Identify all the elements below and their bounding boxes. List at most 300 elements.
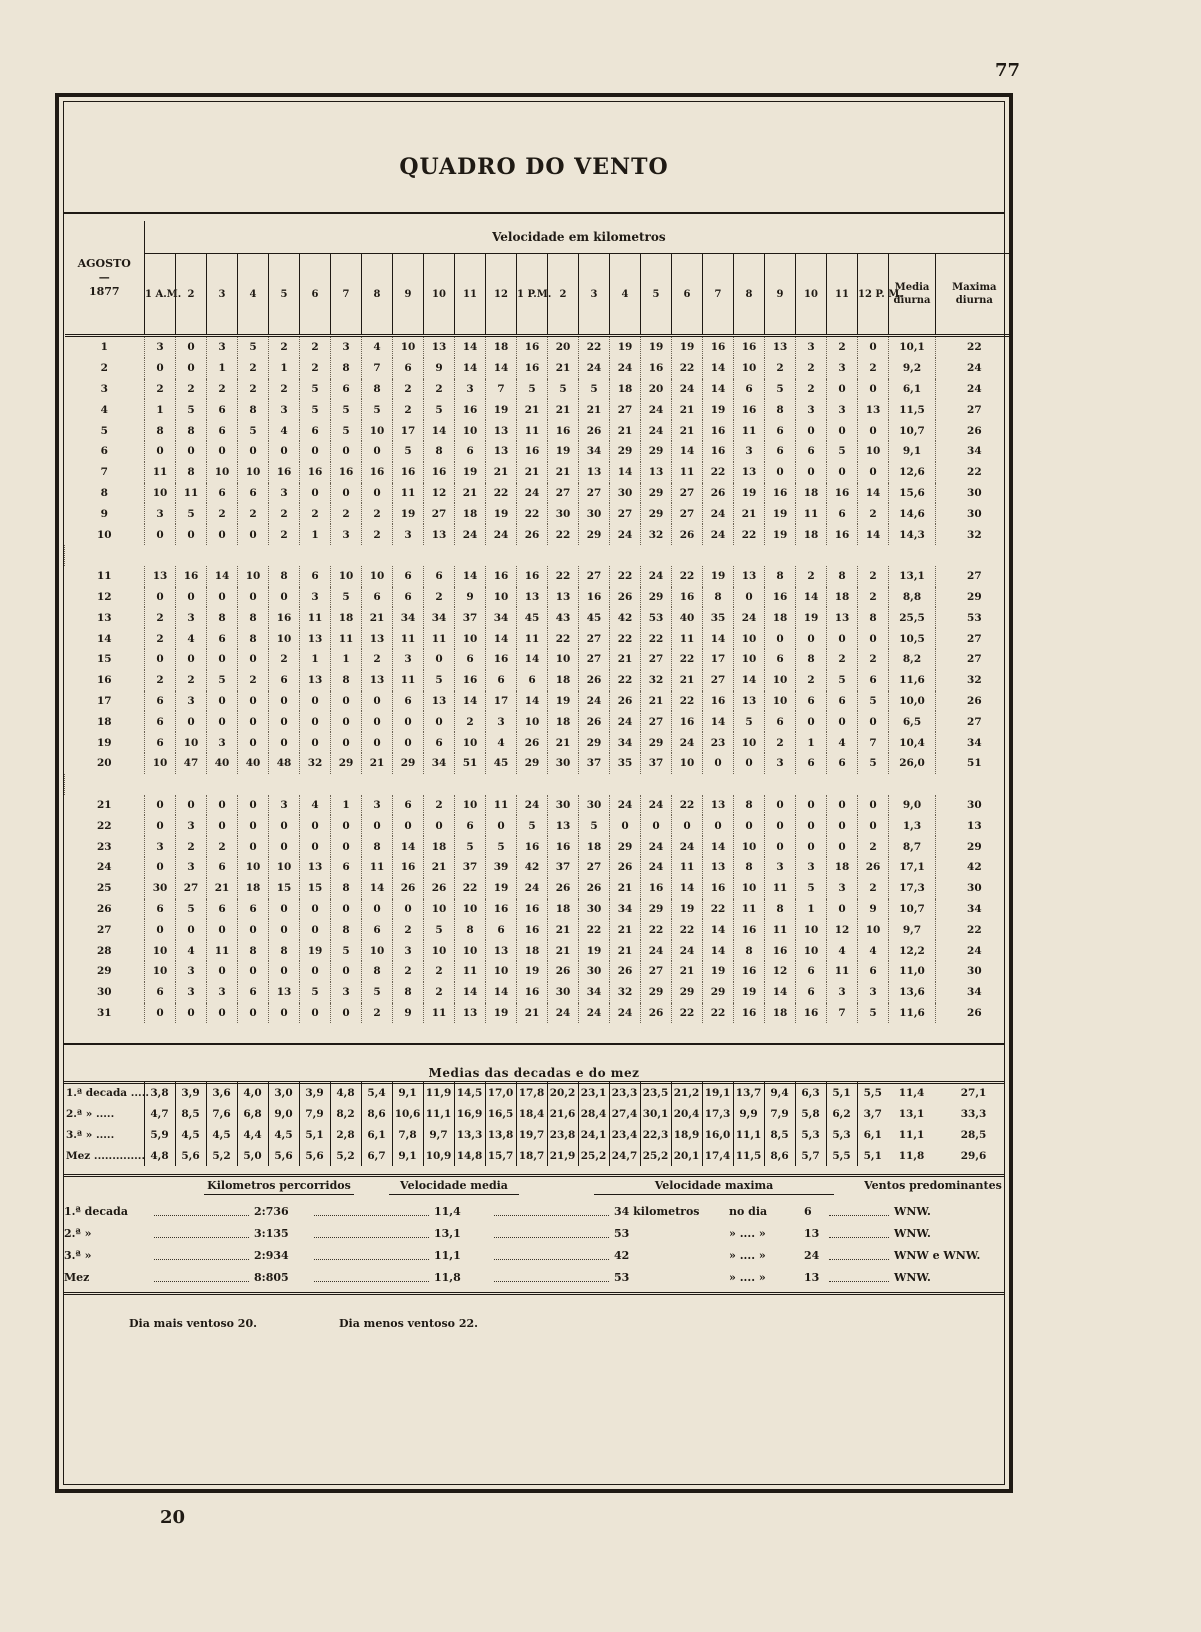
velocity-cell: 26 <box>610 857 641 878</box>
velocity-cell: 19 <box>393 503 424 524</box>
velocity-cell: 2 <box>300 336 331 358</box>
summary-row <box>64 1245 1012 1267</box>
average-cell: 9,4 <box>764 1082 795 1103</box>
velocity-cell: 22 <box>703 462 734 483</box>
decade-gap <box>65 774 1013 795</box>
velocity-cell: 5 <box>331 587 362 608</box>
velocity-cell: 0 <box>796 628 827 649</box>
velocity-cell: 16 <box>269 607 300 628</box>
velocity-cell: 0 <box>331 691 362 712</box>
velocity-cell: 3 <box>207 336 238 358</box>
velocity-cell: 10 <box>176 732 207 753</box>
velocity-cell: 5 <box>424 399 455 420</box>
velocity-cell: 16 <box>734 919 765 940</box>
velocity-cell: 32 <box>641 670 672 691</box>
velocity-cell: 0 <box>796 815 827 836</box>
velocity-cell: 16 <box>517 336 548 358</box>
velocity-cell: 16 <box>672 711 703 732</box>
media-cell: 26,0 <box>889 753 936 774</box>
velocity-cell: 6 <box>145 982 176 1003</box>
velocity-cell: 22 <box>672 795 703 816</box>
velocity-cell: 10 <box>145 753 176 774</box>
velocity-cell: 21 <box>548 358 579 379</box>
media-cell: 9,7 <box>889 919 936 940</box>
average-cell: 4,8 <box>330 1082 361 1103</box>
maxima-cell: 27 <box>936 566 1013 587</box>
velocity-cell: 16 <box>455 399 486 420</box>
table-row <box>65 982 1013 1003</box>
velocity-cell: 26 <box>393 878 424 899</box>
velocity-cell: 27 <box>641 649 672 670</box>
velocity-cell: 8 <box>734 795 765 816</box>
average-cell: 9,1 <box>392 1082 423 1103</box>
day-cell: 16 <box>96 674 112 687</box>
average-cell: 19,7 <box>516 1124 547 1145</box>
velocity-cell: 2 <box>796 670 827 691</box>
velocity-cell: 16 <box>300 462 331 483</box>
day-cell: 5 <box>100 424 108 437</box>
maxima-cell: 22 <box>936 919 1013 940</box>
summary-row <box>64 1201 1012 1223</box>
day-cell: 31 <box>96 1006 112 1019</box>
velocity-cell: 13 <box>424 524 455 545</box>
velocity-cell: 0 <box>703 815 734 836</box>
velocity-cell: 16 <box>269 462 300 483</box>
velocity-cell: 0 <box>145 587 176 608</box>
velocity-cell: 53 <box>641 607 672 628</box>
velocity-cell: 27 <box>548 483 579 504</box>
velocity-cell: 21 <box>548 940 579 961</box>
velocity-cell: 14 <box>703 358 734 379</box>
leader-dots <box>494 1223 609 1238</box>
velocity-cell: 34 <box>393 607 424 628</box>
summary-ventos: WNW. <box>894 1205 931 1218</box>
velocity-cell: 1 <box>796 732 827 753</box>
velocity-cell: 6 <box>424 732 455 753</box>
velocity-cell: 6 <box>145 691 176 712</box>
velocity-cell: 16 <box>548 836 579 857</box>
velocity-cell: 5 <box>455 836 486 857</box>
day-cell: 18 <box>96 715 112 728</box>
velocity-cell: 19 <box>548 441 579 462</box>
leader-dots <box>494 1245 609 1260</box>
average-cell: 8,2 <box>330 1103 361 1124</box>
velocity-cell: 2 <box>176 379 207 400</box>
velocity-cell: 19 <box>486 399 517 420</box>
velocity-cell: 13 <box>734 462 765 483</box>
velocity-cell: 27 <box>610 399 641 420</box>
velocity-cell: 39 <box>486 857 517 878</box>
velocity-cell: 0 <box>207 961 238 982</box>
hour-header: 12 <box>486 254 517 336</box>
velocity-cell: 40 <box>672 607 703 628</box>
velocity-cell: 5 <box>176 399 207 420</box>
velocity-cell: 8 <box>176 462 207 483</box>
velocity-cell: 18 <box>238 878 269 899</box>
velocity-cell: 0 <box>300 815 331 836</box>
ventos-header: Ventos predominantes <box>864 1179 1002 1192</box>
summary-bottom-rule <box>64 1292 1004 1295</box>
hour-header: 4 <box>610 254 641 336</box>
velocity-cell: 18 <box>548 899 579 920</box>
velocity-cell: 8 <box>734 857 765 878</box>
velocity-cell: 3 <box>331 982 362 1003</box>
average-maxima: 28,5 <box>960 1128 987 1141</box>
velocity-cell: 11 <box>207 940 238 961</box>
average-label: 3.ª » ..... <box>66 1128 115 1141</box>
average-cell: 17,8 <box>516 1082 547 1103</box>
velocity-cell: 3 <box>176 691 207 712</box>
velocity-cell: 11 <box>672 857 703 878</box>
average-cell: 11,1 <box>733 1124 764 1145</box>
maxima-cell: 34 <box>936 982 1013 1003</box>
velocity-cell: 21 <box>517 399 548 420</box>
velocity-cell: 8 <box>176 420 207 441</box>
velocity-cell: 32 <box>610 982 641 1003</box>
velocity-cell: 0 <box>362 732 393 753</box>
velocity-cell: 8 <box>145 420 176 441</box>
velocity-cell: 0 <box>827 836 858 857</box>
average-cell: 5,8 <box>795 1103 826 1124</box>
velocity-cell: 18 <box>796 483 827 504</box>
velocity-cell: 30 <box>548 795 579 816</box>
media-cell: 1,3 <box>889 815 936 836</box>
velocity-cell: 0 <box>362 441 393 462</box>
velocity-cell: 6 <box>238 899 269 920</box>
velocity-cell: 16 <box>734 961 765 982</box>
velocity-cell: 0 <box>269 441 300 462</box>
velocity-cell: 13 <box>486 420 517 441</box>
velocity-cell: 26 <box>579 878 610 899</box>
table-row <box>65 961 1013 982</box>
velocity-cell: 10 <box>672 753 703 774</box>
table-row <box>65 566 1013 587</box>
velocity-cell: 6 <box>393 566 424 587</box>
velocity-cell: 5 <box>517 815 548 836</box>
velocity-cell: 18 <box>548 711 579 732</box>
average-cell: 6,3 <box>795 1082 826 1103</box>
velocity-cell: 0 <box>238 732 269 753</box>
velocity-cell: 0 <box>734 753 765 774</box>
month-label: AGOSTO <box>77 256 131 270</box>
velocity-cell: 11 <box>486 795 517 816</box>
average-cell: 4,8 <box>144 1145 175 1166</box>
velocity-cell: 16 <box>703 691 734 712</box>
velocity-cell: 21 <box>207 878 238 899</box>
velocity-cell: 10 <box>207 462 238 483</box>
table-row <box>65 628 1013 649</box>
media-cell: 9,0 <box>889 795 936 816</box>
summary-km: 3:135 <box>254 1227 289 1240</box>
velocity-cell: 13 <box>300 628 331 649</box>
velocity-cell: 8 <box>238 607 269 628</box>
average-cell: 5,4 <box>361 1082 392 1103</box>
velocity-cell: 6 <box>207 857 238 878</box>
velocity-cell: 6 <box>517 670 548 691</box>
velocity-cell: 30 <box>579 795 610 816</box>
least-windy-note: Dia menos ventoso 22. <box>339 1317 478 1330</box>
velocity-cell: 4 <box>176 628 207 649</box>
velocity-cell: 14 <box>703 711 734 732</box>
velocity-cell: 16 <box>393 462 424 483</box>
table-row <box>65 815 1013 836</box>
velocity-cell: 19 <box>796 607 827 628</box>
velocity-cell: 6 <box>455 441 486 462</box>
velocity-cell: 0 <box>300 732 331 753</box>
velocity-cell: 0 <box>734 587 765 608</box>
velocity-cell: 12 <box>424 483 455 504</box>
velocity-cell: 4 <box>269 420 300 441</box>
summary-km: 2:934 <box>254 1249 289 1262</box>
velocity-cell: 6 <box>145 899 176 920</box>
velocity-cell: 24 <box>517 878 548 899</box>
average-cell: 30,1 <box>640 1103 671 1124</box>
velocity-cell: 22 <box>672 358 703 379</box>
velocity-cell: 0 <box>858 711 889 732</box>
maxima-cell: 27 <box>936 399 1013 420</box>
velocity-cell: 16 <box>641 878 672 899</box>
average-cell: 13,3 <box>454 1124 485 1145</box>
velocity-cell: 6 <box>765 420 796 441</box>
velocity-cell: 2 <box>424 587 455 608</box>
velocity-cell: 19 <box>672 899 703 920</box>
velocity-cell: 22 <box>672 1003 703 1024</box>
velocity-cell: 0 <box>145 919 176 940</box>
maxima-cell: 34 <box>936 732 1013 753</box>
velocity-cell: 0 <box>393 711 424 732</box>
average-cell: 8,6 <box>361 1103 392 1124</box>
average-cell: 15,7 <box>485 1145 516 1166</box>
velocity-cell: 13 <box>362 670 393 691</box>
velocity-cell: 5 <box>579 815 610 836</box>
hour-header: 5 <box>269 254 300 336</box>
maxima-cell: 30 <box>936 961 1013 982</box>
velocity-cell: 2 <box>269 336 300 358</box>
maxima-cell: 30 <box>936 503 1013 524</box>
hour-header: 6 <box>672 254 703 336</box>
average-cell: 8,6 <box>764 1145 795 1166</box>
velocity-cell: 2 <box>145 670 176 691</box>
velocity-cell: 0 <box>300 483 331 504</box>
summary-max-sep: no dia <box>729 1205 768 1218</box>
velocity-cell: 2 <box>145 628 176 649</box>
leader-dots <box>494 1201 609 1216</box>
velocity-cell: 24 <box>703 503 734 524</box>
velocity-cell: 0 <box>176 1003 207 1024</box>
table-row <box>65 1003 1013 1024</box>
velocity-cell: 24 <box>641 420 672 441</box>
velocity-cell: 2 <box>269 379 300 400</box>
average-cell: 4,0 <box>237 1082 268 1103</box>
velocity-cell: 0 <box>827 899 858 920</box>
velocity-cell: 0 <box>672 815 703 836</box>
velocity-cell: 8 <box>455 919 486 940</box>
velocity-cell: 10 <box>734 358 765 379</box>
velocity-cell: 26 <box>610 961 641 982</box>
velocity-cell: 0 <box>207 587 238 608</box>
summary-row <box>64 1267 1012 1289</box>
velocity-cell: 14 <box>765 982 796 1003</box>
velocity-cell: 0 <box>331 732 362 753</box>
velocity-cell: 2 <box>145 379 176 400</box>
velocity-cell: 26 <box>517 732 548 753</box>
average-cell: 2,8 <box>330 1124 361 1145</box>
velocity-cell: 13 <box>486 940 517 961</box>
velocity-cell: 6 <box>858 961 889 982</box>
velocity-cell: 29 <box>641 899 672 920</box>
velocity-cell: 3 <box>176 982 207 1003</box>
velocity-cell: 20 <box>641 379 672 400</box>
velocity-cell: 3 <box>827 982 858 1003</box>
velocity-cell: 21 <box>672 670 703 691</box>
velocity-cell: 0 <box>796 420 827 441</box>
velocity-cell: 10 <box>238 566 269 587</box>
velocity-cell: 6 <box>393 587 424 608</box>
velocity-cell: 6 <box>827 503 858 524</box>
maxima-cell: 30 <box>936 795 1013 816</box>
velocity-cell: 2 <box>858 878 889 899</box>
velocity-cell: 16 <box>765 940 796 961</box>
velocity-cell: 11 <box>424 1003 455 1024</box>
velocity-cell: 26 <box>579 711 610 732</box>
summary-max-day: 13 <box>804 1271 820 1284</box>
summary-max-value: 53 <box>614 1227 630 1240</box>
leader-dots <box>154 1267 249 1282</box>
velocity-cell: 5 <box>362 399 393 420</box>
maxima-cell: 27 <box>936 628 1013 649</box>
velocity-cell: 19 <box>734 483 765 504</box>
velocity-cell: 29 <box>641 441 672 462</box>
table-row <box>65 919 1013 940</box>
velocity-cell: 14 <box>486 358 517 379</box>
average-cell: 5,5 <box>826 1145 857 1166</box>
velocity-cell: 29 <box>641 503 672 524</box>
velocity-cell: 3 <box>827 878 858 899</box>
velocity-cell: 29 <box>672 982 703 1003</box>
velocity-cell: 0 <box>207 649 238 670</box>
velocity-cell: 21 <box>610 420 641 441</box>
velocity-cell: 21 <box>610 940 641 961</box>
table-row <box>65 899 1013 920</box>
velocity-cell: 2 <box>300 358 331 379</box>
average-row <box>64 1124 1012 1145</box>
velocity-cell: 21 <box>517 1003 548 1024</box>
average-cell: 5,6 <box>299 1145 330 1166</box>
velocity-cell: 7 <box>827 1003 858 1024</box>
velocity-cell: 6 <box>858 670 889 691</box>
velocity-cell: 6 <box>796 691 827 712</box>
day-cell: 3 <box>100 382 108 395</box>
velocity-cell: 5 <box>393 441 424 462</box>
media-cell: 8,8 <box>889 587 936 608</box>
velocity-cell: 0 <box>269 1003 300 1024</box>
velocity-cell: 34 <box>610 732 641 753</box>
velocity-cell: 0 <box>300 711 331 732</box>
velocity-cell: 3 <box>455 379 486 400</box>
velocity-cell: 22 <box>548 566 579 587</box>
velocity-cell: 0 <box>331 961 362 982</box>
average-cell: 3,9 <box>175 1082 206 1103</box>
velocity-cell: 40 <box>238 753 269 774</box>
media-cell: 11,6 <box>889 670 936 691</box>
velocity-cell: 27 <box>641 711 672 732</box>
velocity-cell: 6 <box>207 483 238 504</box>
table-row <box>65 711 1013 732</box>
velocity-cell: 3 <box>176 857 207 878</box>
velocity-cell: 0 <box>300 441 331 462</box>
table-row <box>65 836 1013 857</box>
velocity-cell: 19 <box>765 503 796 524</box>
average-cell: 14,8 <box>454 1145 485 1166</box>
velocity-cell: 19 <box>641 336 672 358</box>
table-row <box>65 857 1013 878</box>
average-row <box>64 1103 1012 1124</box>
velocity-cell: 24 <box>486 524 517 545</box>
velocity-cell: 6 <box>827 753 858 774</box>
velocity-cell: 24 <box>610 358 641 379</box>
velocity-cell: 0 <box>238 815 269 836</box>
velocity-cell: 16 <box>517 566 548 587</box>
velocity-cell: 27 <box>579 566 610 587</box>
velocity-cell: 2 <box>176 836 207 857</box>
velocity-cell: 0 <box>176 358 207 379</box>
average-cell: 21,6 <box>547 1103 578 1124</box>
velocity-cell: 37 <box>548 857 579 878</box>
velocity-cell: 10 <box>424 940 455 961</box>
average-cell: 23,3 <box>609 1082 640 1103</box>
day-cell: 4 <box>100 403 108 416</box>
velocity-cell: 11 <box>672 628 703 649</box>
velocity-cell: 21 <box>548 462 579 483</box>
velocity-cell: 11 <box>796 503 827 524</box>
vel-max-header: Velocidade maxima <box>594 1179 834 1195</box>
velocity-cell: 14 <box>517 649 548 670</box>
velocity-cell: 8 <box>269 940 300 961</box>
velocity-cell: 21 <box>486 462 517 483</box>
hour-header: 3 <box>579 254 610 336</box>
media-header: Media diurna <box>889 254 936 336</box>
velocity-cell: 13 <box>486 441 517 462</box>
media-cell: 14,6 <box>889 503 936 524</box>
velocity-cell: 13 <box>517 587 548 608</box>
velocity-cell: 37 <box>641 753 672 774</box>
hour-header: 2 <box>548 254 579 336</box>
velocity-cell: 9 <box>393 1003 424 1024</box>
hour-header: 5 <box>641 254 672 336</box>
summary-max-sep: » .... » <box>729 1227 766 1240</box>
velocity-cell: 18 <box>579 836 610 857</box>
velocity-cell: 8 <box>827 566 858 587</box>
velocity-cell: 22 <box>734 524 765 545</box>
velocity-cell: 10 <box>734 836 765 857</box>
leader-dots <box>154 1201 249 1216</box>
velocity-cell: 4 <box>827 732 858 753</box>
velocity-cell: 14 <box>207 566 238 587</box>
velocity-cell: 5 <box>300 399 331 420</box>
velocity-cell: 16 <box>517 441 548 462</box>
velocity-cell: 0 <box>145 441 176 462</box>
leader-dots <box>314 1245 429 1260</box>
velocity-cell: 10 <box>362 566 393 587</box>
velocity-cell: 10 <box>455 732 486 753</box>
velocity-cell: 0 <box>269 919 300 940</box>
summary-row <box>64 1223 1012 1245</box>
velocity-cell: 14 <box>455 982 486 1003</box>
summary-max-value: 53 <box>614 1271 630 1284</box>
velocity-cell: 16 <box>486 566 517 587</box>
velocity-cell: 3 <box>176 815 207 836</box>
velocity-cell: 5 <box>734 711 765 732</box>
